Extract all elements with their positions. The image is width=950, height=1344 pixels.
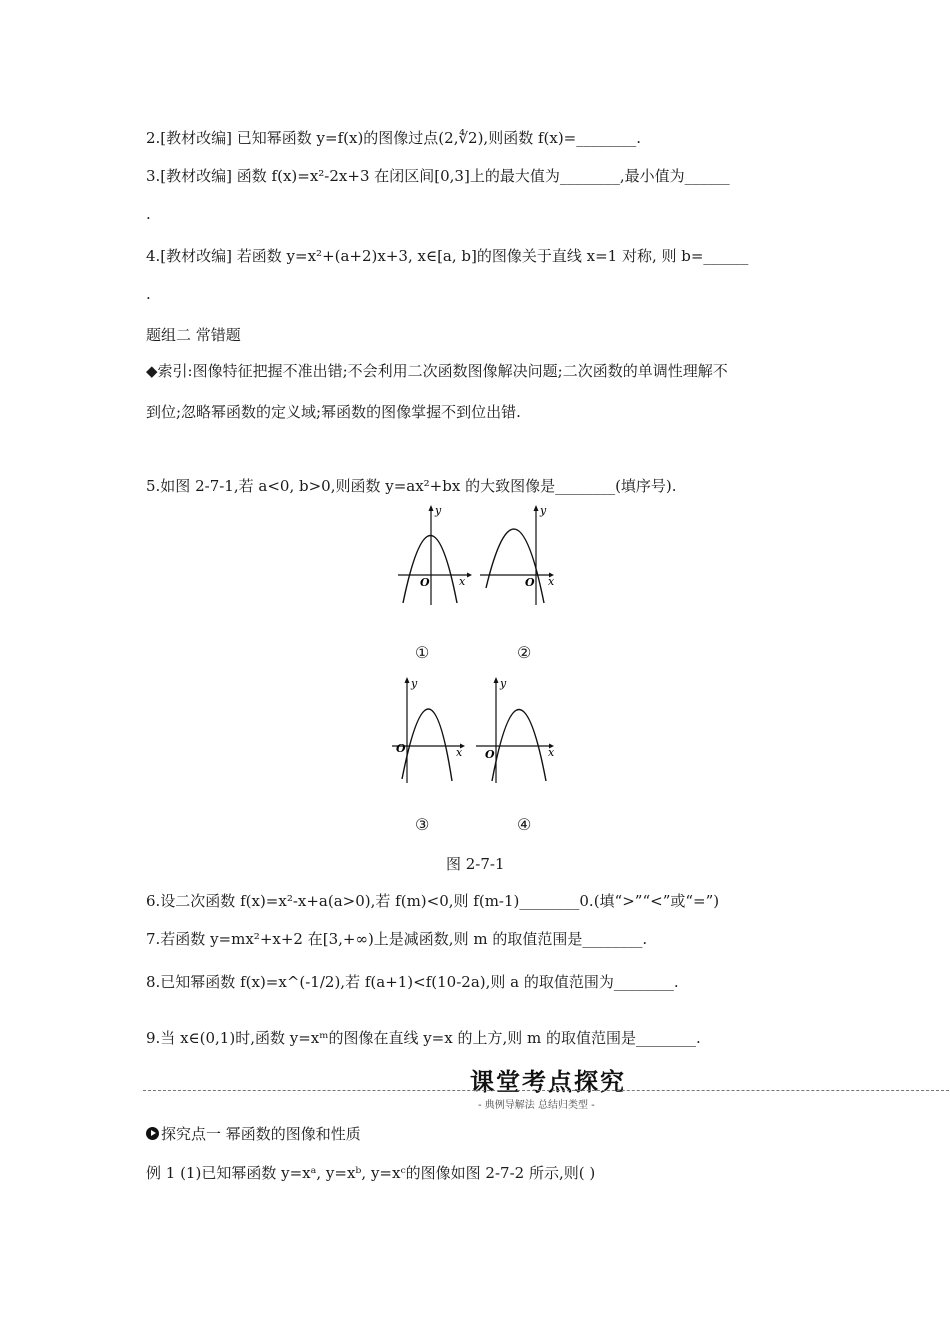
label-3: ③ xyxy=(415,815,430,834)
example-1: 例 1 (1)已知幂函数 y=xᵃ, y=xᵇ, y=xᶜ的图像如图 2-7-2 所示,则( ) xyxy=(146,1164,596,1182)
problem-4-tail: . xyxy=(146,285,151,303)
problem-3-tail: . xyxy=(146,205,151,223)
label-2: ② xyxy=(517,643,532,662)
section-banner-subtitle: - 典例导解法 总结归类型 - xyxy=(478,1100,595,1111)
axis-x-label: x xyxy=(548,575,555,588)
problem-9: 9.当 x∈(0,1)时,函数 y=xᵐ的图像在直线 y=x 的上方,则 m 的取值范围是________. xyxy=(146,1029,701,1047)
section-banner-title: 课堂考点探究 xyxy=(470,1068,626,1096)
axis-y-label: y xyxy=(435,504,442,517)
problem-4: 4.[教材改编] 若函数 y=x²+(a+2)x+3, x∈[a, b]的图像关于直线 x=1 对称, 则 b=______ xyxy=(146,247,749,265)
problem-7: 7.若函数 y=mx²+x+2 在[3,+∞)上是减函数,则 m 的取值范围是________. xyxy=(146,930,648,948)
explore-point-heading xyxy=(146,1123,361,1144)
graph-4 xyxy=(474,673,559,792)
axis-x-label: x xyxy=(459,575,466,588)
figure-caption: 图 2-7-1 xyxy=(446,855,505,873)
graph-3 xyxy=(390,673,470,792)
index-line-1: ◆索引:图像特征把握不准出错;不会利用二次函数图像解决问题;二次函数的单调性理解不 xyxy=(146,362,728,380)
problem-3: 3.[教材改编] 函数 f(x)=x²-2x+3 在闭区间[0,3]上的最大值为________,最小值为______ xyxy=(146,167,730,185)
play-circle-icon xyxy=(146,1127,159,1140)
banner-divider xyxy=(143,1090,949,1091)
axis-x-label: x xyxy=(548,746,555,759)
origin-label: O xyxy=(525,576,535,589)
label-4: ④ xyxy=(517,815,532,834)
axis-y-label: y xyxy=(500,677,507,690)
axis-y-label: y xyxy=(411,677,418,690)
problem-2: 2.[教材改编] 已知幂函数 y=f(x)的图像过点(2,∜2),则函数 f(x)=________. xyxy=(146,129,642,147)
graph-2 xyxy=(478,503,558,612)
origin-label: O xyxy=(485,748,495,761)
axis-y-label: y xyxy=(540,504,547,517)
origin-label: O xyxy=(396,742,406,755)
origin-label: O xyxy=(420,576,430,589)
problem-5: 5.如图 2-7-1,若 a<0, b>0,则函数 y=ax²+bx 的大致图像是________(填序号). xyxy=(146,477,677,495)
index-line-2: 到位;忽略幂函数的定义域;幂函数的图像掌握不到位出错. xyxy=(146,403,521,421)
axis-x-label: x xyxy=(456,746,463,759)
explore-point-title: 探究点一 幂函数的图像和性质 xyxy=(161,1125,361,1143)
group2-title: 题组二 常错题 xyxy=(146,326,241,344)
label-1: ① xyxy=(415,643,430,662)
problem-8: 8.已知幂函数 f(x)=x^(-1/2),若 f(a+1)<f(10-2a),则 a 的取值范围为________. xyxy=(146,973,679,991)
problem-6: 6.设二次函数 f(x)=x²-x+a(a>0),若 f(m)<0,则 f(m-1)________0.(填“>”“<”或“=”) xyxy=(146,892,720,910)
graph-1 xyxy=(393,503,473,612)
